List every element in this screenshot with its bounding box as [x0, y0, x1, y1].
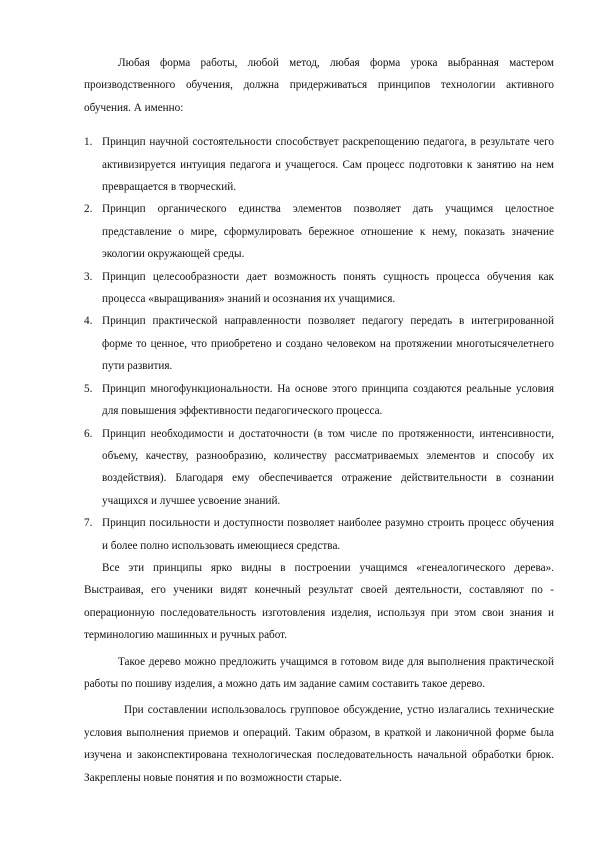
list-item-text: Принцип научной состоятельности способствует раскрепощению педагога, в результате чего активизируется интуиция педагога и учащегося. Сам процесс подготовки к занятию на нем превращается в творческий. — [102, 136, 554, 194]
list-item-number: 2. — [84, 203, 93, 216]
list-item-text: Принцип целесообразности дает возможность понять сущность процесса обучения как процесса «выращивания» знаний и осознания их учащимися. — [102, 270, 554, 306]
list-item-number: 6. — [84, 427, 93, 440]
list-item — [84, 266, 554, 311]
tree-paragraph: Все эти принципы ярко видны в построении учащимся «генеалогического дерева». Выстраивая, его ученики видят конечный результат своей деятельности, составляют по - операционную последовательность изготовления изделия, используя при этом свои знания и терминологию машинных и ручных работ. — [84, 561, 554, 642]
list-item-text: Принцип органического единства элементов позволяет дать учащимся целостное представление о мире, сформулировать бережное отношение к нему, показать значение экологии окружающей среды. — [102, 203, 554, 261]
list-item — [84, 423, 554, 513]
list-item-text: Принцип посильности и доступности позволяет наиболее разумно строить процесс обучения и более полно использовать имеющиеся средства. — [102, 517, 554, 552]
intro-paragraph: Любая форма работы, любой метод, любая форма урока выбранная мастером производственного обучения, должна придерживаться принципов технологии активного обучения. А именно: — [84, 57, 554, 114]
list-item-text: Принцип необходимости и достаточности (в том числе по протяженности, интенсивности, объему, качеству, разнообразию, количеству рассматриваемых элементов и способу их воздействия). Благодаря ему обеспечивается отражение действительности в сознании учащихся и лучшее усвоение знаний. — [102, 427, 554, 507]
group-discussion-paragraph: При составлении использовалось групповое обсуждение, устно излагались технические условия выполнения приемов и операций. Таким образом, в краткой и лаконичной форме была изучена и законспектирована технологическая последовательность начальной обработки брюк. Закреплены новые понятия и по возможности старые. — [84, 704, 554, 784]
list-item-text: Принцип многофункциональности. На основе этого принципа создаются реальные условия для повышения эффективности педагогического процесса. — [102, 382, 554, 418]
list-item — [84, 131, 554, 198]
list-item-number: 4. — [84, 315, 93, 328]
list-item-number: 5. — [84, 382, 93, 395]
list-item-number: 7. — [84, 517, 93, 530]
list-item-number: 3. — [84, 270, 93, 283]
list-item — [84, 310, 554, 377]
list-item — [84, 198, 554, 265]
ready-tree-paragraph: Такое дерево можно предложить учащимся в готовом виде для выполнения практической работы по пошиву изделия, а можно дать им задание самим составить такое дерево. — [84, 655, 554, 690]
list-item — [84, 378, 554, 423]
list-item-text: Принцип практической направленности позволяет педагогу передать в интегрированной форме то ценное, что приобретено и создано человеком на протяжении многотысячелетнего пути развития. — [102, 315, 554, 373]
document-page — [84, 52, 554, 789]
list-item — [84, 512, 554, 557]
principles-list — [84, 131, 554, 557]
list-item-number: 1. — [84, 136, 93, 149]
